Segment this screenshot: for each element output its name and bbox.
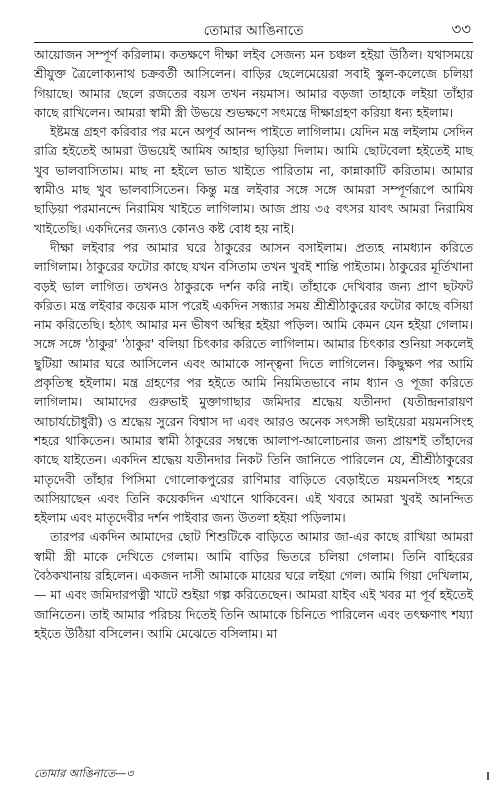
paragraph: তারপর একদিন আমাদের ছোট শিশুটিকে বাড়িতে আমার জা-এর কাছে রাখিয়া আমরা স্বামী স্ত্রী মাকে দেখিতে গেলাম। আমি বাড়ির ভিতরে চলিয়া গেলাম। তিনি বাহিরের বৈঠকখানায় রহিলেন। একজন দাসী আমাকে মায়ের ঘরে লইয়া গেল। আমি গিয়া দেখিলাম,— মা এবং জমিদারপত্নী খাটে শুইয়া গল্প করিতেছেন। আমরা যাইব এই খবর মা পূর্ব হইতেই জানিতেন। তাই আমার পরিচয় দিতেই তিনি আমাকে চিনিতে পারিলেন এবং তৎক্ষণাৎ শয্যা হইতে উঠিয়া বসিলেন। আমি মেঝেতে বসিলাম। মা [34, 530, 473, 641]
margin-mark [487, 772, 489, 780]
signature-mark: তোমার আঙিনাতে—৩ [34, 767, 134, 780]
paragraph: দীক্ষা লইবার পর আমার ঘরে ঠাকুরের আসন বসাইলাম। প্রত্যহ নামধ্যান করিতে লাগিলাম। ঠাকুরের ফটোর কাছে যখন বসিতাম তখন খুবই শান্তি পাইতাম। ঠাকুরের মূর্তিখানা বড়ই ভাল লাগিত। তখনও ঠাকুরকে দর্শন করি নাই। তাঁহাকে দেখিবার জন্য প্রাণ ছটফট করিত। মন্ত্র লইবার কয়েক মাস পরেই একদিন সন্ধ্যার সময় শ্রীশ্রীঠাকুরের ফটোর কাছে বসিয়া নাম করিতেছি। হঠাৎ আমার মন ভীষণ অস্থির হইয়া পড়িল। আমি কেমন যেন হইয়া গেলাম। সঙ্গে সঙ্গে 'ঠাকুর' 'ঠাকুর' বলিয়া চিৎকার করিতে লাগিলাম। আমার চিৎকার শুনিয়া সকলেই ছুটিয়া আমার ঘরে আসিলেন এবং আমাকে সান্ত্বনা দিতে লাগিলেন। কিছুক্ষণ পর আমি প্রকৃতিস্থ হইলাম। মন্ত্র গ্রহণের পর হইতে আমি নিয়মিতভাবে নাম ধ্যান ও পূজা করিতে লাগিলাম। আমাদের গুরুভাই মুক্তাগাছার জমিদার শ্রদ্ধেয় যতীনদা (যতীন্দ্রনারায়ণ আচার্যচৌধুরী) ও শ্রদ্ধেয় সুরেন বিশ্বাস দা এবং আরও অনেক সৎসঙ্গী ভাইয়েরা ময়মনসিংহ শহরে থাকিতেন। আমার স্বামী ঠাকুরের সম্বন্ধে আলাপ-আলোচনার জন্য প্রায়শই তাঁহাদের কাছে যাইতেন। একদিন শ্রদ্ধেয় যতীনদার নিকট তিনি জানিতে পারিলেন যে, শ্রীশ্রীঠাকুরের মাতৃদেবী তাঁহার পিসিমা গোলোকপুরের রাণিমার বাড়িতে বেড়াইতে ময়মনসিংহ শহরে আসিয়াছেন এবং তিনি কয়েকদিন এখানে থাকিবেন। এই খবরে আমরা খুবই আনন্দিত হইলাম এবং মাতৃদেবীর দর্শন পাইবার জন্য উতলা হইয়া পড়িলাম। [34, 240, 473, 526]
running-title: তোমার আঙিনাতে [203, 23, 304, 39]
body-text [34, 46, 473, 644]
paragraph: আয়োজন সম্পূর্ণ করিলাম। কতক্ষণে দীক্ষা লইব সেজন্য মন চঞ্চল হইয়া উঠিল। যথাসময়ে শ্রীযুক্ত ত্রৈলোক্যনাথ চক্রবর্তী আসিলেন। বাড়ির ছেলেমেয়েরা সবাই স্কুল-কলেজে চলিয়া গিয়াছে। আমার ছেলে রজতের বয়স তখন নয়মাস। আমার বড়জা তাহাকে লইয়া তাঁহার কাছে রাখিলেন। আমরা স্বামী স্ত্রী উভয়ে শুভক্ষণে সৎমন্ত্রে দীক্ষাগ্রহণ করিয়া ধন্য হইলাম। [34, 48, 473, 120]
paragraph: ইষ্টমন্ত্র গ্রহণ করিবার পর মনে অপূর্ব আনন্দ পাইতে লাগিলাম। যেদিন মন্ত্র লইলাম সেদিন রাত্রি হইতেই আমরা উভয়েই আমিষ আহার ছাড়িয়া দিলাম। আমি ছোটবেলা হইতেই মাছ খুব ভালবাসিতাম। মাছ না হইলে ভাত খাইতে পারিতাম না, কান্নাকাটি করিতাম। আমার স্বামীও মাছ খুব ভালবাসিতেন। কিন্তু মন্ত্র লইবার সঙ্গে সঙ্গে আমরা সম্পূর্ণরূপে আমিষ ছাড়িয়া পরমানন্দে নিরামিষ খাইতে লাগিলাম। আজ প্রায় ৩৫ বৎসর যাবৎ আমরা নিরামিষ খাইতেছি। একদিনের জন্যও কোনও কষ্ট বোধ হয় নাই। [34, 125, 473, 236]
page-number: ৩৩ [451, 20, 471, 38]
page-header [34, 8, 473, 43]
